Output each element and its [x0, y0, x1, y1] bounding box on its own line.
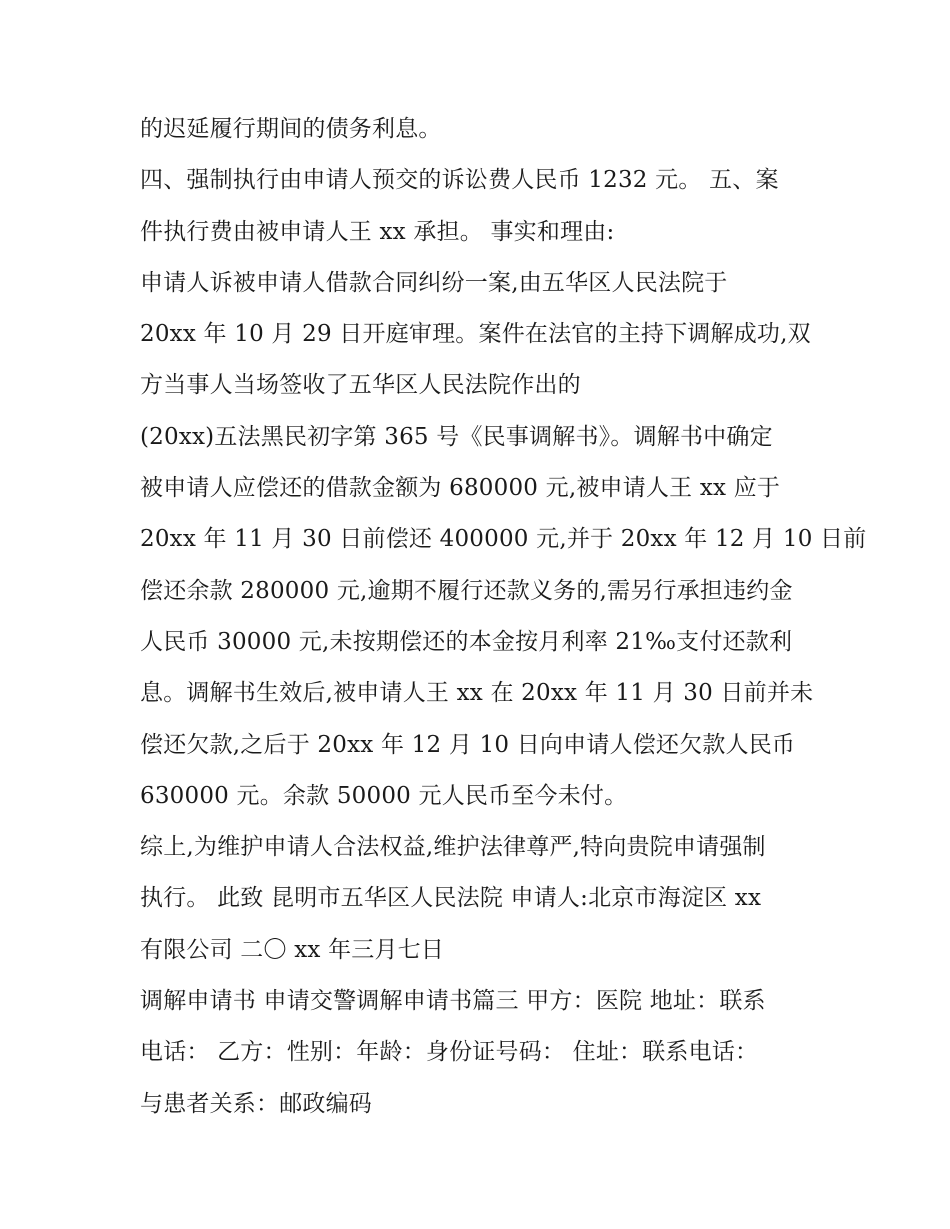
text-line: 综上,为维护申请人合法权益,维护法律尊严,特向贵院申请强制	[140, 834, 766, 861]
text-line: 方当事人当场签收了五华区人民法院作出的	[140, 372, 581, 399]
text-line: 偿还余款 280000 元,逾期不履行还款义务的,需另行承担违约金	[140, 577, 793, 604]
text-line: 20xx 年 11 月 30 日前偿还 400000 元,并于 20xx 年 12 月 10 日前	[140, 526, 867, 553]
text-line: 有限公司 二〇 xx 年三月七日	[140, 936, 445, 963]
text-line: 电话： 乙方：性别：年龄：身份证号码： 住址：联系电话：	[140, 1039, 759, 1066]
text-line: 偿还欠款,之后于 20xx 年 12 月 10 日向申请人偿还欠款人民币	[140, 731, 796, 758]
text-line: 630000 元。余款 50000 元人民币至今未付。	[140, 782, 628, 809]
text-line: 20xx 年 10 月 29 日开庭审理。案件在法官的主持下调解成功,双	[140, 321, 811, 348]
text-line: 人民币 30000 元,未按期偿还的本金按月利率 21‰支付还款利	[140, 628, 793, 655]
text-line: 执行。 此致 昆明市五华区人民法院 申请人:北京市海淀区 xx	[140, 885, 762, 912]
text-line: 四、强制执行由申请人预交的诉讼费人民币 1232 元。 五、案	[140, 167, 779, 194]
text-line: 件执行费由被申请人王 xx 承担。 事实和理由:	[140, 218, 615, 245]
document-body	[140, 104, 867, 1130]
text-line: 调解申请书 申请交警调解申请书篇三 甲方：医院 地址：联系	[140, 988, 766, 1015]
text-line: (20xx)五法黑民初字第 365 号《民事调解书》。调解书中确定	[140, 423, 773, 450]
text-line: 申请人诉被申请人借款合同纠纷一案,由五华区人民法院于	[140, 269, 728, 296]
text-line: 的迟延履行期间的债务利息。	[140, 116, 442, 142]
text-line: 息。调解书生效后,被申请人王 xx 在 20xx 年 11 月 30 日前并未	[140, 680, 814, 707]
text-line: 被申请人应偿还的借款金额为 680000 元,被申请人王 xx 应于	[140, 475, 781, 502]
text-line: 与患者关系：邮政编码	[140, 1090, 372, 1117]
